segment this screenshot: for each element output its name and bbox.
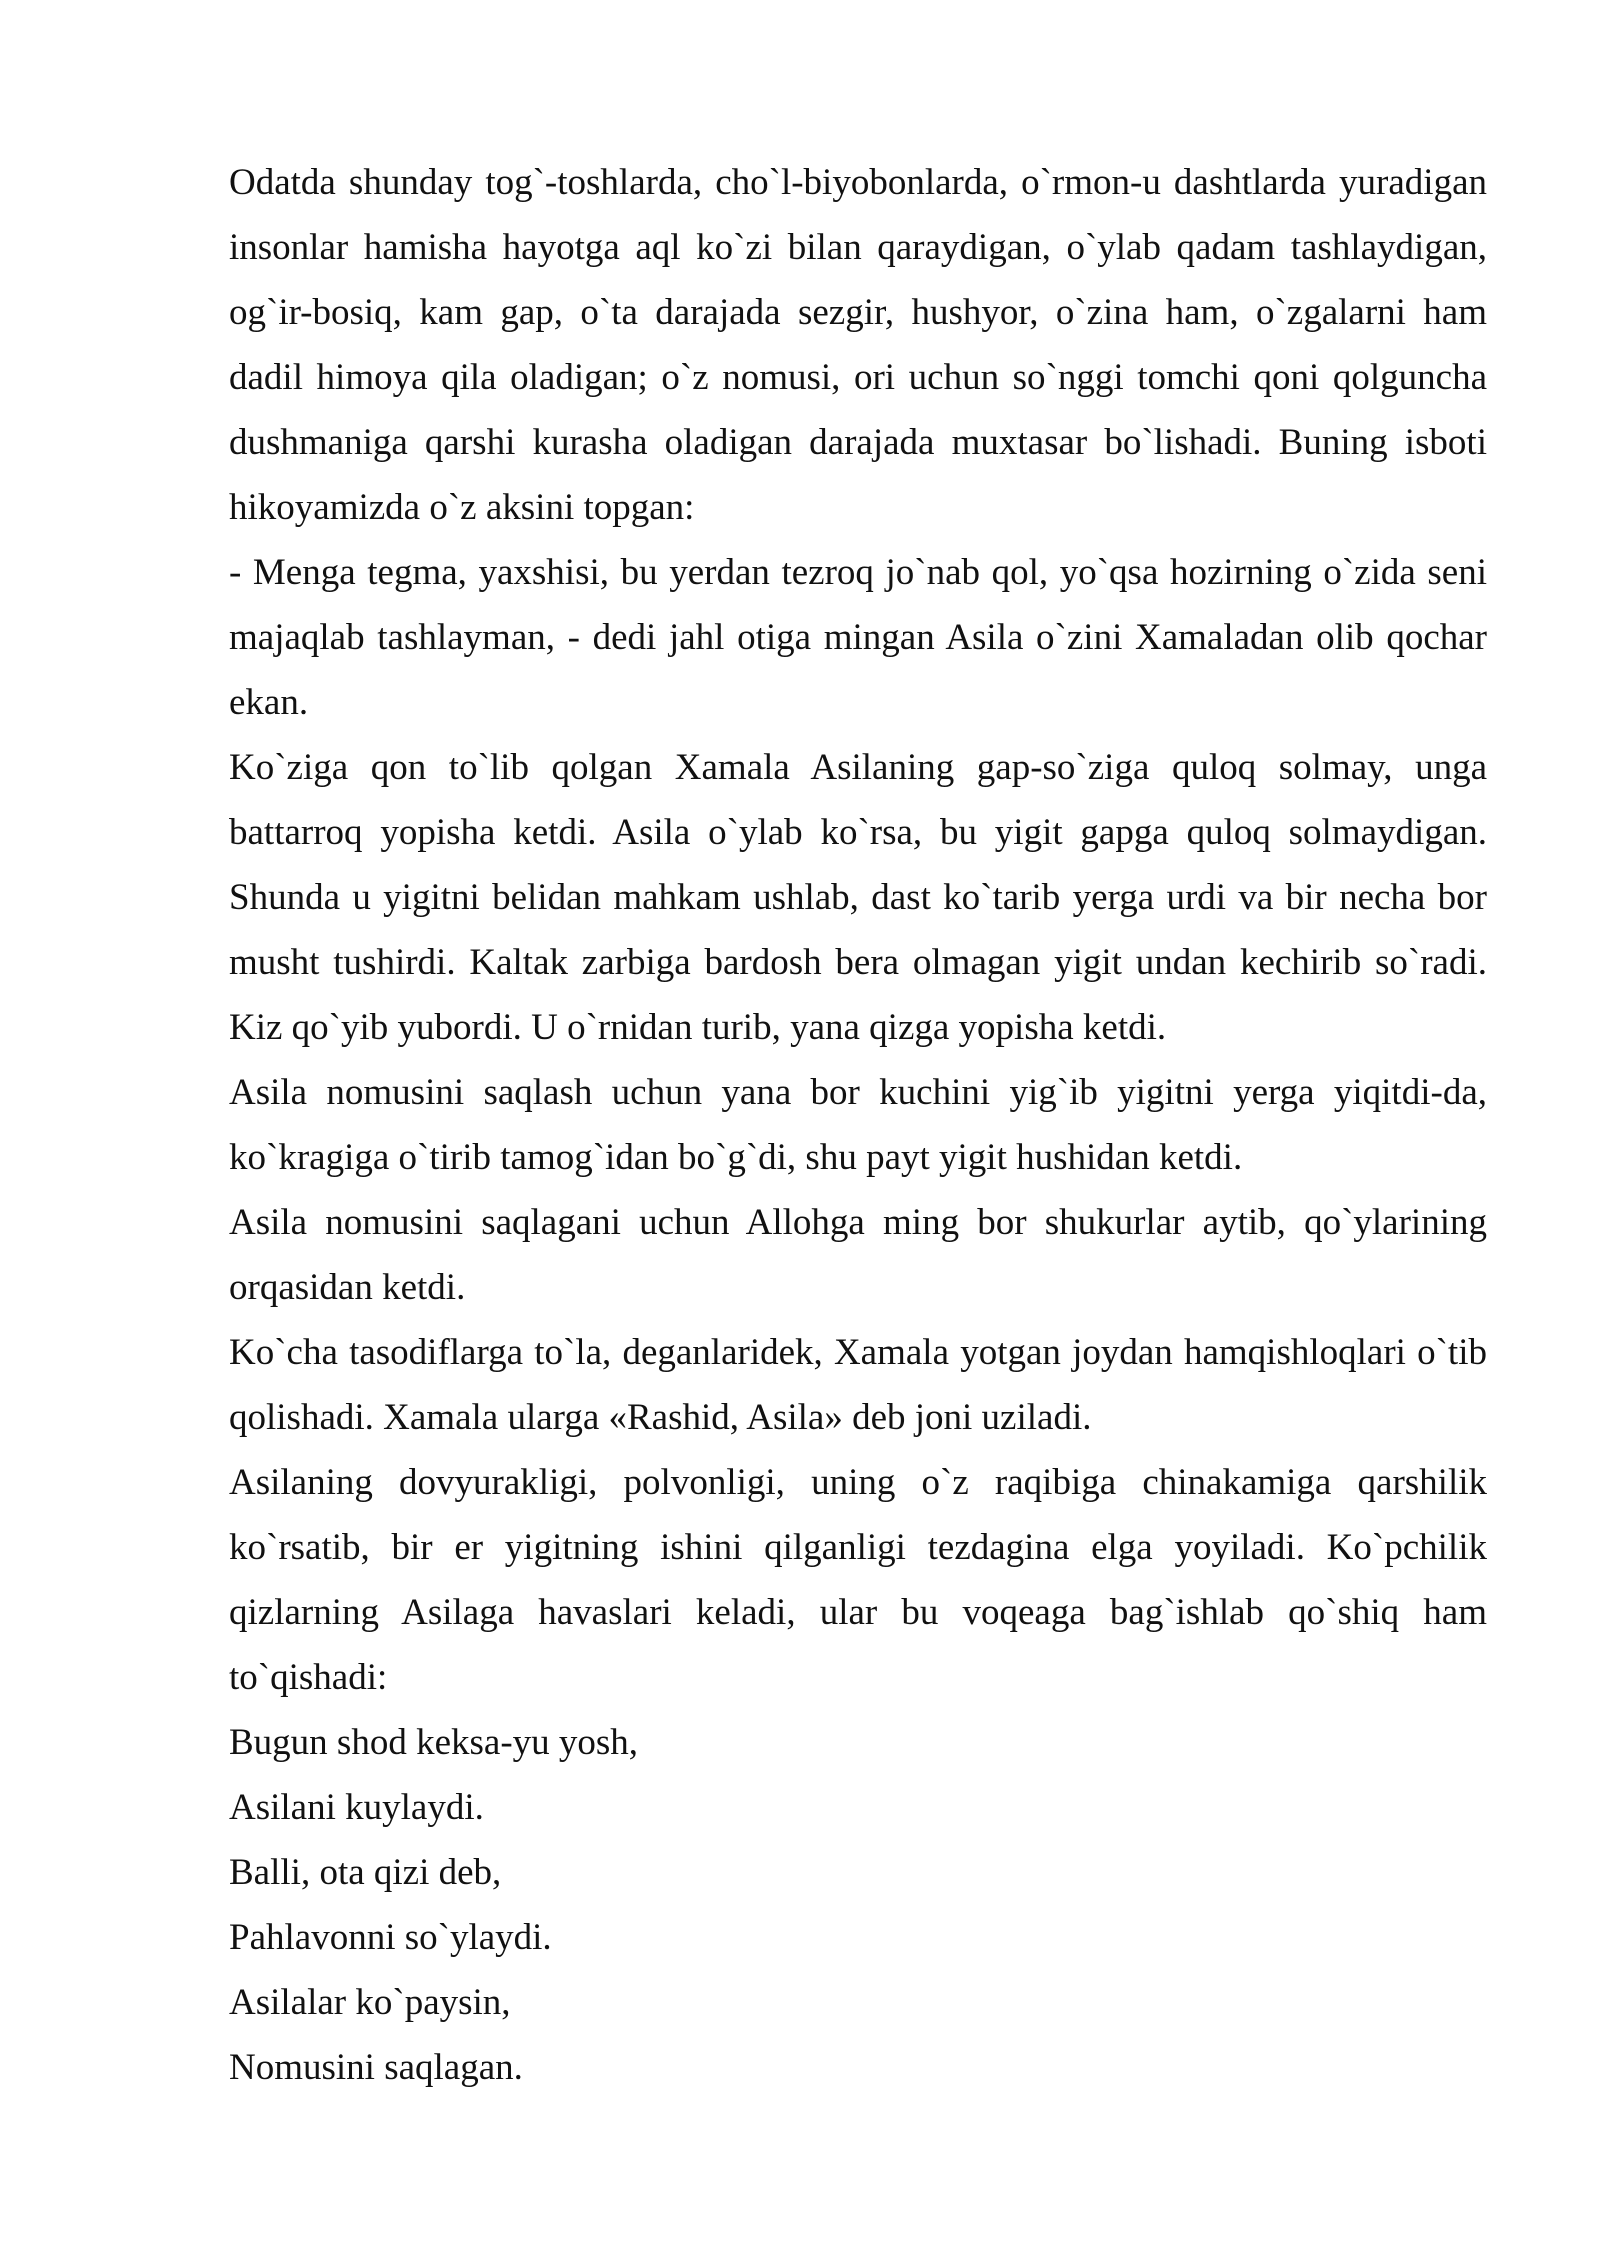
paragraph-gratitude: Asila nomusini saqlagani uchun Allohga ming bor shukurlar aytib, qo`ylarining orqasidan ketdi. [229, 1202, 1487, 1308]
poem-line: Asilalar ko`paysin, [229, 1982, 511, 2023]
document-body [229, 150, 1487, 2100]
paragraph-villagers: Ko`cha tasodiflarga to`la, deganlaridek, Xamala yotgan joydan hamqishloqlari o`tib qolishadi. Xamala ularga «Rashid, Asila» deb joni uziladi. [229, 1332, 1487, 1438]
paragraph-fame: Asilaning dovyurakligi, polvonligi, uning o`z raqibiga chinakamiga qarshilik ko`rsatib, bir er yigitning ishini qilganligi tezdagina elga yoyiladi. Ko`pchilik qizlarning Asilaga havaslari keladi, ular bu voqeaga bag`ishlab qo`shiq ham to`qishadi: [229, 1462, 1487, 1698]
poem-line: Pahlavonni so`ylaydi. [229, 1917, 552, 1958]
poem-line: Asilani kuylaydi. [229, 1787, 484, 1828]
poem-line: Nomusini saqlagan. [229, 2047, 523, 2088]
poem-line: Bugun shod keksa-yu yosh, [229, 1722, 639, 1763]
paragraph-struggle: Asila nomusini saqlash uchun yana bor kuchini yig`ib yigitni yerga yiqitdi-da, ko`kragiga o`tirib tamog`idan bo`g`di, shu payt yigit hushidan ketdi. [229, 1072, 1487, 1178]
paragraph-intro: Odatda shunday tog`-toshlarda, cho`l-biyobonlarda, o`rmon-u dashtlarda yuradigan insonlar hamisha hayotga aql ko`zi bilan qaraydigan, o`ylab qadam tashlaydigan, og`ir-bosiq, kam gap, o`ta darajada sezgir, hushyor, o`zina ham, o`zgalarni ham dadil himoya qila oladigan; o`z nomusi, ori uchun so`nggi tomchi qoni qolguncha dushmaniga qarshi kurasha oladigan darajada muxtasar bo`lishadi. Buning isboti hikoyamizda o`z aksini topgan: [229, 162, 1487, 528]
paragraph-dialogue: - Menga tegma, yaxshisi, bu yerdan tezroq jo`nab qol, yo`qsa hozirning o`zida seni majaqlab tashlayman, - dedi jahl otiga mingan Asila o`zini Xamaladan olib qochar ekan. [229, 552, 1487, 723]
paragraph-fight: Ko`ziga qon to`lib qolgan Xamala Asilaning gap-so`ziga quloq solmay, unga battarroq yopisha ketdi. Asila o`ylab ko`rsa, bu yigit gapga quloq solmaydigan. Shunda u yigitni belidan mahkam ushlab, dast ko`tarib yerga urdi va bir necha bor musht tushirdi. Kaltak zarbiga bardosh bera olmagan yigit undan kechirib so`radi. Kiz qo`yib yubordi. U o`rnidan turib, yana qizga yopisha ketdi. [229, 747, 1487, 1048]
poem [229, 1710, 1487, 2100]
poem-line: Balli, ota qizi deb, [229, 1852, 502, 1893]
